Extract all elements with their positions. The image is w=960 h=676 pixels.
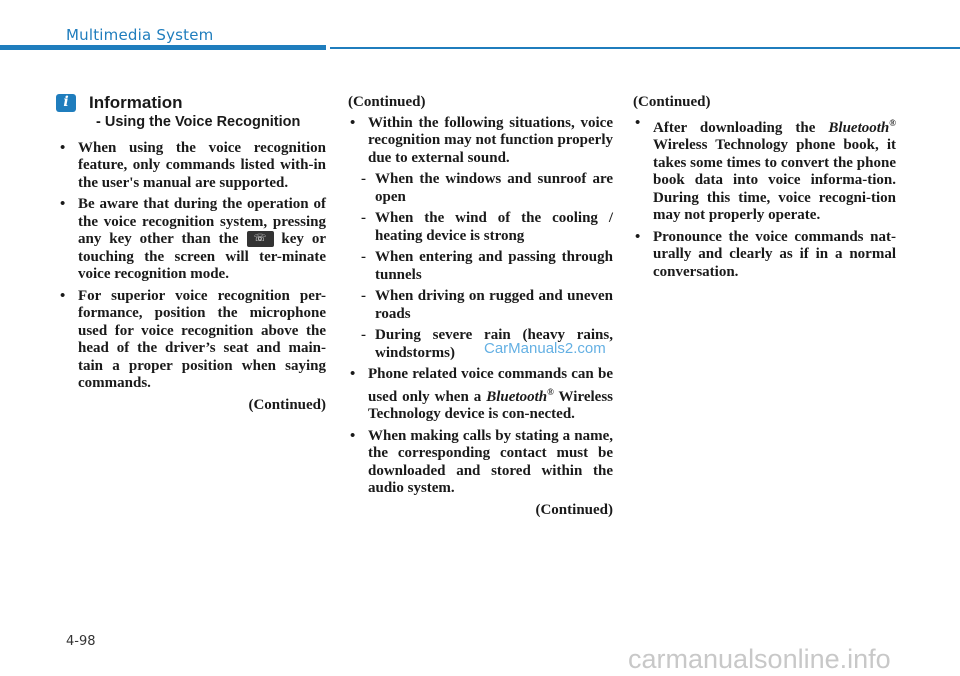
registered-mark: ® [889, 117, 896, 128]
registered-mark: ® [547, 386, 554, 397]
dash-item: - When the wind of the cooling / heating device is strong [361, 210, 613, 244]
info-subtitle: - Using the Voice Recognition [96, 114, 301, 130]
dash-text: When entering and passing through tunnels [375, 249, 613, 283]
column-3 [633, 94, 896, 285]
dash-text: When the windows and sunroof are open [375, 171, 613, 205]
continued-label: (Continued) [348, 94, 426, 110]
page-number: 4-98 [66, 634, 96, 649]
column-2 [348, 94, 613, 519]
dash-text: When driving on rugged and uneven roads [375, 288, 613, 322]
header-rule-thick [0, 45, 326, 50]
info-icon: i [56, 94, 76, 112]
dash-text: During severe rain (heavy rains, windstorms) [375, 327, 613, 361]
footer-watermark: carmanualsonline.info [628, 644, 891, 674]
column-1 [58, 94, 326, 414]
section-title: Multimedia System [66, 26, 214, 44]
bullet-item: • When using the voice recognition feature, only commands listed with-in the user's manual are supported. [58, 140, 326, 193]
voice-recognition-key-icon: ☏ [247, 231, 274, 247]
bullet-text: After downloading the [653, 119, 816, 136]
bullet-item [633, 115, 896, 225]
bullet-item [58, 196, 326, 284]
dash-text: When the wind of the cooling / heating device is strong [375, 210, 613, 244]
bullet-text: Wireless Technology phone book, it takes some times to convert the phone book data into voice informa-tion. During this time, voice recogni-tion may not properly operate. [653, 137, 896, 223]
continued-label: (Continued) [633, 94, 711, 110]
dash-item: - When entering and passing through tunnels [361, 249, 613, 283]
bullet-item: • Within the following situations, voice recognition may not function properly due to external sound. [348, 115, 613, 168]
bullet-text: Wireless Technology device is con-nected. [368, 388, 613, 422]
brand-name: Bluetooth [828, 119, 890, 136]
header-rule-thin [330, 47, 960, 49]
info-title: Information [89, 93, 183, 113]
brand-name: Bluetooth [486, 388, 548, 405]
bullet-item [348, 366, 613, 424]
info-header [56, 94, 326, 112]
bullet-item: • Pronounce the voice commands nat-urally and clearly as if in a normal conversation. [633, 229, 896, 282]
bullet-text: Be aware that during the operation of the voice recognition system, pressing any key other than the [78, 196, 326, 247]
bullet-text: Phone related voice commands can be used only when a [368, 366, 613, 405]
dash-item: - During severe rain (heavy rains, windstorms) [361, 327, 613, 361]
bullet-item: • For superior voice recognition per-formance, position the microphone used for voice recognition above the head of the driver’s seat and main-tain a proper position when saying commands. [58, 288, 326, 393]
continued-label: (Continued) [535, 501, 613, 518]
dash-item: - When the windows and sunroof are open [361, 171, 613, 205]
watermark: CarManuals2.com [484, 340, 606, 357]
bullet-text: key or touching the screen will ter-minate voice recognition mode. [78, 231, 326, 282]
continued-label: (Continued) [248, 396, 326, 413]
dash-item: - When driving on rugged and uneven roads [361, 288, 613, 322]
bullet-item: • When making calls by stating a name, the corresponding contact must be downloaded and stored within the audio system. [348, 428, 613, 498]
